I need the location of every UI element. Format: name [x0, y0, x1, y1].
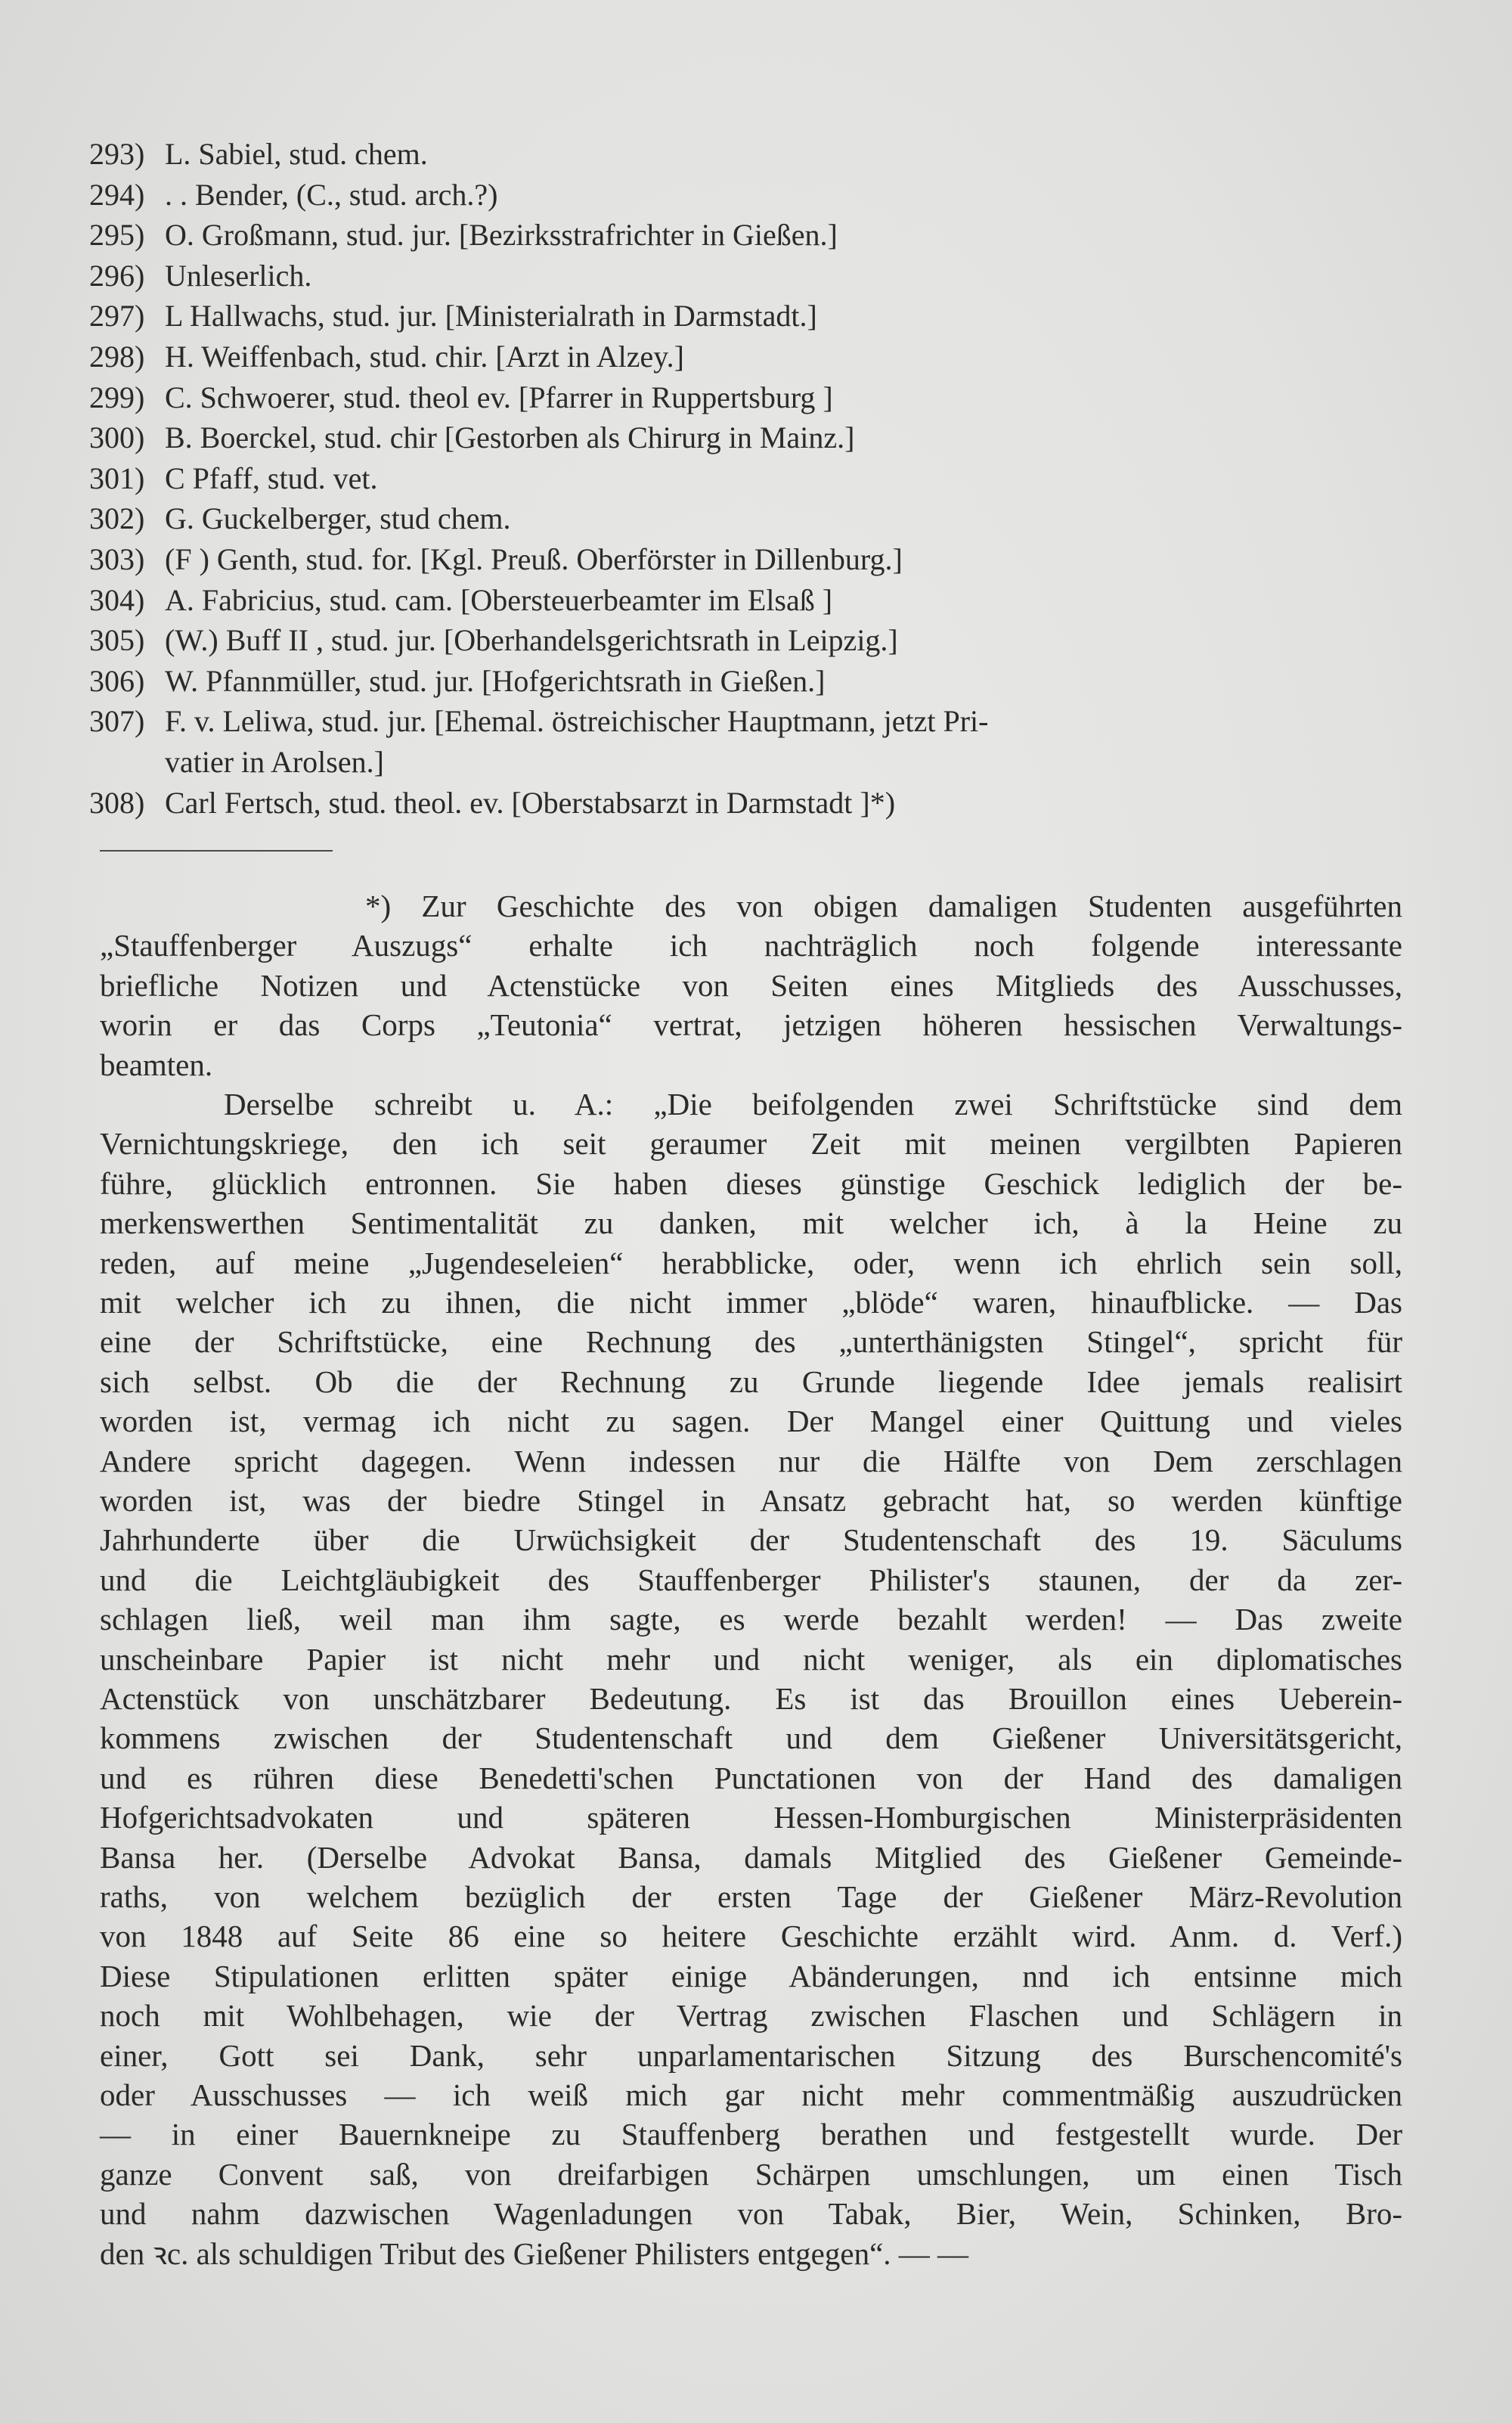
footnote-line: und es rühren diese Benedetti'schen Punctationen von der Hand des damaligen [100, 1760, 1402, 1795]
entry-text: C Pfaff, stud. vet. [165, 461, 378, 495]
footnote-line: von 1848 auf Seite 86 eine so heitere Geschichte erzählt wird. Anm. d. Verf.) [100, 1919, 1402, 1954]
footnote-line: *) Zur Geschichte des von obigen damaligen Studenten ausgeführten [365, 889, 1402, 923]
list-entry [89, 541, 1405, 578]
footnote-line: Jahrhunderte über die Urwüchsigkeit der Studentenschaft des 19. Säculums [100, 1522, 1402, 1558]
footnote-line: worden ist, was der biedre Stingel in Ansatz gebracht hat, so werden künftige [100, 1483, 1402, 1518]
entry-text: (W.) Buff II , stud. jur. [Oberhandelsgerichtsrath in Leipzig.] [165, 623, 898, 658]
footnote-line: und nahm dazwischen Wagenladungen von Tabak, Bier, Wein, Schinken, Bro- [100, 2196, 1402, 2232]
footnote-line: einer, Gott sei Dank, sehr unparlamentarischen Sitzung des Burschencomité's [100, 2037, 1402, 2073]
entry-text: O. Großmann, stud. jur. [Bezirksstrafrichter in Gießen.] [165, 218, 838, 253]
entry-number: 305) [89, 623, 145, 658]
list-entry [89, 258, 1405, 294]
entry-text: L. Sabiel, stud. chem. [165, 137, 428, 171]
entry-number: 301) [89, 461, 145, 495]
entry-text: . . Bender, (C., stud. arch.?) [165, 177, 498, 212]
list-entry [89, 663, 1405, 700]
entry-number: 300) [89, 420, 145, 455]
list-entry [89, 501, 1405, 537]
footnote-line: — in einer Bauernkneipe zu Stauffenberg berathen und festgestellt wurde. Der [100, 2117, 1402, 2152]
footnote-line: reden, auf meine „Jugendeseleien“ herabblicke, oder, wenn ich ehrlich sein soll, [100, 1245, 1402, 1280]
list-entry [89, 380, 1405, 416]
list-entry [89, 177, 1405, 213]
footnote-line: mit welcher ich zu ihnen, die nicht immer „blöde“ waren, hinaufblicke. — Das [100, 1285, 1402, 1320]
footnote-line: Hofgerichtsadvokaten und späteren Hessen-Homburgischen Ministerpräsidenten [100, 1800, 1402, 1835]
entry-text: A. Fabricius, stud. cam. [Obersteuerbeamter im Elsaß ] [165, 582, 833, 617]
entry-text: L Hallwachs, stud. jur. [Ministerialrath in Darmstadt.] [165, 299, 817, 334]
entry-text: B. Boerckel, stud. chir [Gestorben als Chirurg in Mainz.] [165, 420, 855, 455]
list-entry [89, 298, 1405, 334]
footnote-line: oder Ausschusses — ich weiß mich gar nicht mehr commentmäßig auszudrücken [100, 2077, 1402, 2112]
list-entry [89, 136, 1405, 172]
footnote-line: „Stauffenberger Auszugs“ erhalte ich nachträglich noch folgende interessante [100, 928, 1402, 963]
entry-text-continuation: vatier in Arolsen.] [165, 745, 384, 779]
footnote-line: worden ist, vermag ich nicht zu sagen. Der Mangel einer Quittung und vieles [100, 1404, 1402, 1439]
entry-number: 299) [89, 380, 145, 414]
list-entry [89, 703, 1405, 740]
entry-number: 294) [89, 177, 145, 212]
footnote-divider [100, 850, 333, 852]
footnote-line: sich selbst. Ob die der Rechnung zu Grunde liegende Idee jemals realisirt [100, 1364, 1402, 1399]
footnote-line: Bansa her. (Derselbe Advokat Bansa, damals Mitglied des Gießener Gemeinde- [100, 1839, 1402, 1875]
list-entry [89, 339, 1405, 375]
entry-number: 304) [89, 582, 145, 617]
entry-text: (F ) Genth, stud. for. [Kgl. Preuß. Oberförster in Dillenburg.] [165, 542, 903, 576]
list-entry [89, 217, 1405, 253]
footnote-line: Diese Stipulationen erlitten später einige Abänderungen, nnd ich entsinne mich [100, 1958, 1402, 1993]
footnote-line: und die Leichtgläubigkeit des Stauffenberger Philister's staunen, der da zer- [100, 1562, 1402, 1597]
footnote-line: briefliche Notizen und Actenstücke von Seiten eines Mitglieds des Ausschusses, [100, 967, 1402, 1003]
entry-text: F. v. Leliwa, stud. jur. [Ehemal. östreichischer Hauptmann, jetzt Pri- [165, 704, 989, 739]
entry-number: 308) [89, 785, 145, 820]
entry-text: H. Weiffenbach, stud. chir. [Arzt in Alzey.] [165, 340, 684, 374]
entry-text: Unleserlich. [165, 258, 312, 293]
footnote-line: Actenstück von unschätzbarer Bedeutung. Es ist das Brouillon eines Ueberein- [100, 1681, 1402, 1716]
entry-number: 296) [89, 258, 145, 293]
footnote-line: merkenswerthen Sentimentalität zu danken, mit welcher ich, à la Heine zu [100, 1205, 1402, 1241]
footnote-line: schlagen ließ, weil man ihm sagte, es werde bezahlt werden! — Das zweite [100, 1602, 1402, 1637]
entry-number: 298) [89, 340, 145, 374]
footnote-line: worin er das Corps „Teutonia“ vertrat, jetzigen höheren hessischen Verwaltungs- [100, 1007, 1402, 1043]
entry-text: Carl Fertsch, stud. theol. ev. [Oberstabsarzt in Darmstadt ]*) [165, 785, 896, 820]
footnote-line: führe, glücklich entronnen. Sie haben dieses günstige Geschick lediglich der be- [100, 1165, 1402, 1201]
footnote-line: Andere spricht dagegen. Wenn indessen nur die Hälfte von Dem zerschlagen [100, 1443, 1402, 1478]
footnote-line: raths, von welchem bezüglich der ersten Tage der Gießener März-Revolution [100, 1879, 1402, 1914]
entry-number: 303) [89, 542, 145, 576]
footnote-line: Derselbe schreibt u. A.: „Die beifolgenden zwei Schriftstücke sind dem [224, 1087, 1402, 1122]
footnote-line: kommens zwischen der Studentenschaft und dem Gießener Universitätsgericht, [100, 1720, 1402, 1756]
entry-number: 302) [89, 501, 145, 536]
entry-number: 297) [89, 299, 145, 334]
entry-number: 295) [89, 218, 145, 253]
list-entry [89, 785, 1405, 821]
entry-text: C. Schwoerer, stud. theol ev. [Pfarrer in Ruppertsburg ] [165, 380, 833, 414]
entry-text: W. Pfannmüller, stud. jur. [Hofgerichtsrath in Gießen.] [165, 663, 826, 698]
footnote-line: beamten. [100, 1047, 213, 1082]
footnote-line: eine der Schriftstücke, eine Rechnung des „unterthänigsten Stingel“, spricht für [100, 1324, 1402, 1360]
footnote-line: noch mit Wohlbehagen, wie der Vertrag zwischen Flaschen und Schlägern in [100, 1998, 1402, 2034]
footnote-line: unscheinbare Papier ist nicht mehr und nicht weniger, als ein diplomatisches [100, 1641, 1402, 1677]
entry-number: 307) [89, 704, 145, 739]
footnote-line: den ꝛc. als schuldigen Tribut des Gießener Philisters entgegen“. — — [100, 2235, 969, 2271]
footnote-line: ganze Convent saß, von dreifarbigen Schärpen umschlungen, um einen Tisch [100, 2156, 1402, 2192]
list-entry [89, 420, 1405, 456]
entry-number: 293) [89, 137, 145, 171]
list-entry [89, 622, 1405, 659]
footnote-line: Vernichtungskriege, den ich seit geraumer Zeit mit meinen vergilbten Papieren [100, 1126, 1402, 1162]
list-entry [89, 582, 1405, 619]
entry-text: G. Guckelberger, stud chem. [165, 501, 511, 536]
entry-number: 306) [89, 663, 145, 698]
list-entry [89, 461, 1405, 497]
